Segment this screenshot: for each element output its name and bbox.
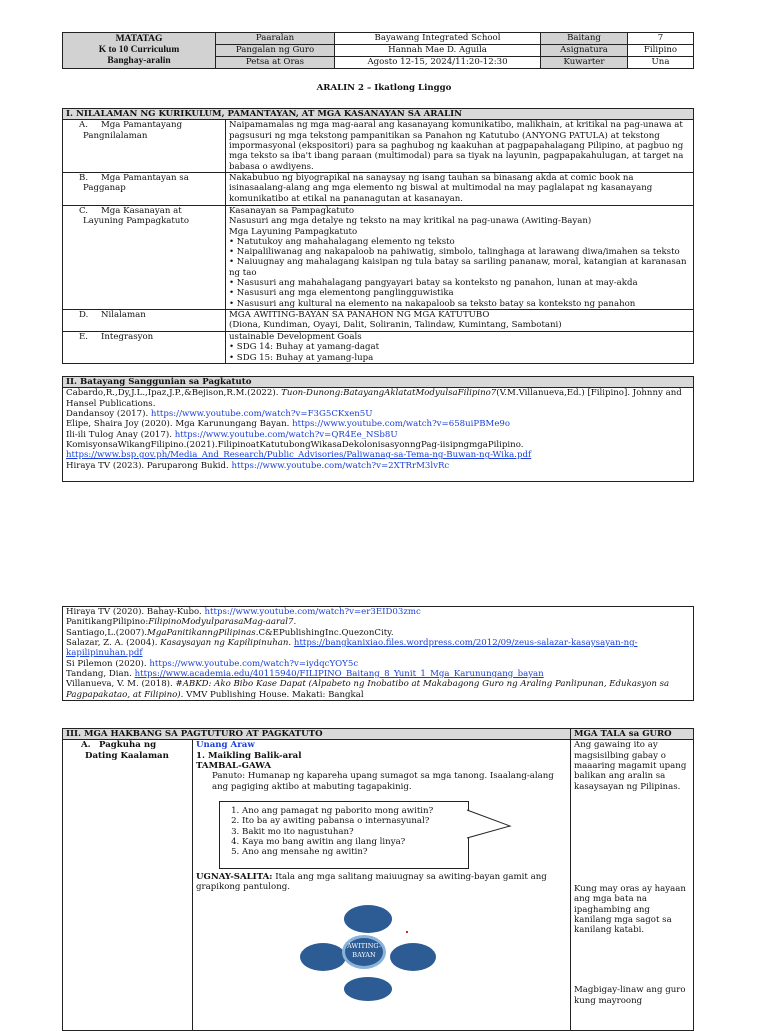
row-label: D. Nilalaman	[63, 310, 226, 332]
references-table-continued	[62, 606, 694, 701]
reference-item: KomisyonsaWikangFilipino.(2021).FilipinoatKatutubongWikasaDekolonisasyonngPag-iisipngmgaPilipino.	[66, 439, 524, 450]
section-title: III. MGA HAKBANG SA PAGTUTURO AT PAGKATUTO	[63, 729, 571, 740]
content-line: ustainable Development Goals	[229, 332, 362, 342]
header-label: Kuwarter	[541, 57, 628, 69]
teacher-note: Kung may oras ay hayaan ang mga bata na ipaghambing ang kanilang mga sagot sa kanilang katabi.	[574, 883, 686, 936]
content-line: • Nasusuri ang kultural na elemento na nakapaloob sa teksto batay sa konteksto ng panahon	[229, 298, 636, 309]
questions-list	[220, 806, 468, 858]
reference-link[interactable]: https://www.academia.edu/40115940/FILIPINO_Baitang_8_Yunit_1_Mga_Karunungang_bayan	[134, 668, 544, 679]
row-content	[226, 310, 694, 332]
step-title: 1. Maikling Balik-aral	[196, 750, 302, 761]
question-item: 5. Ano ang mensahe ng awitin?	[242, 847, 468, 857]
row-content	[226, 332, 694, 364]
header-title-line: K to 10 Curriculum	[98, 45, 180, 56]
reference-link[interactable]: https://www.youtube.com/watch?v=er3EID03zmc	[204, 607, 421, 617]
row-label: B. Mga Pamantayan sa Pagganap	[63, 172, 226, 205]
organizer-center: AWITING-BAYAN	[342, 935, 386, 969]
header-label: Paaralan	[216, 33, 335, 45]
graphic-organizer	[292, 905, 442, 1001]
content-line: Mga Layuning Pampagkatuto	[229, 226, 358, 237]
reference-link[interactable]: https://www.youtube.com/watch?v=2XTRrM3lvRc	[231, 460, 450, 471]
reference-link[interactable]: https://www.youtube.com/watch?v=658uiPBMe9o	[292, 419, 511, 430]
reference-link[interactable]: https://www.youtube.com/watch?v=F3G5CKxen5U	[150, 408, 373, 419]
bubble-tail	[466, 808, 512, 844]
question-item: 3. Bakit mo ito nagustuhan?	[242, 827, 468, 837]
header-label: Petsa at Oras	[216, 57, 335, 69]
question-item: 4. Kaya mo bang awitin ang ilang linya?	[242, 837, 468, 847]
reference-item: Hiraya TV (2020). Bahay-Kubo. https://www.youtube.com/watch?v=er3EID03zmc	[66, 607, 421, 617]
header-label: Baitang	[541, 33, 628, 45]
teacher-note: Ang gawaing ito ay magsisilbing gabay o maaaring magamit upang balikan ang aralin sa kasaysayan ng Pilipinas.	[574, 740, 687, 792]
content-line: • Nasusuri ang mga elementong panglingguwistika	[229, 288, 454, 299]
header-table	[62, 32, 694, 69]
content-line: • Naiuugnay ang mahalagang kaisipan ng tula batay sa sariling pananaw, moral, katangian at karanasan ng tao	[229, 257, 687, 278]
content-line: • Naipaliliwanag ang nakapaloob na pahiwatig, simbolo, talinghaga at larawang diwa/imahen sa teksto	[229, 247, 680, 258]
header-value: Bayawang Integrated School	[335, 33, 541, 45]
organizer-bubble-bottom	[344, 977, 392, 1001]
references-table	[62, 376, 694, 482]
section-title: I. NILALAMAN NG KURIKULUM, PAMANTAYAN, AT MGA KASANAYAN SA ARALIN	[63, 109, 694, 120]
aralin-title: ARALIN 2 – Ikatlong Linggo	[316, 83, 452, 93]
question-item: 2. Ito ba ay awiting pabansa o internasyunal?	[242, 816, 468, 826]
header-value: Hannah Mae D. Aguila	[335, 45, 541, 57]
notes-title: MGA TALA sa GURO	[571, 729, 694, 740]
header-title-line: Banghay-aralin	[107, 55, 171, 66]
content-line: • SDG 14: Buhay at yamang-dagat	[229, 342, 380, 353]
header-value: Agosto 12-15, 2024/11:20-12:30	[335, 57, 541, 69]
reference-item: Tandang, Dian. https://www.academia.edu/40115940/FILIPINO_Baitang_8_Yunit_1_Mga_Karunungang_bayan	[66, 668, 544, 679]
reference-item: Villanueva, V. M. (2018). #ABKD: Ako Bibo Kase Dapat (Alpabeto ng Inobatibo at Makabagong Guro ng Araling Panlipunan, Edukasyon sa Pagpapakatao, at Filipino). VMV Publishing House. Makati: Bangkal	[66, 679, 670, 700]
content-line: Nasusuri ang mga detalye ng teksto na may kritikal na pag-unawa (Awiting-Bayan)	[229, 216, 592, 227]
content-line: Kasanayan sa Pampagkatuto	[229, 205, 354, 216]
row-label: E. Integrasyon	[63, 332, 226, 364]
notes-cell	[571, 740, 694, 1031]
content-line: • SDG 15: Buhay at yamang-lupa	[229, 352, 374, 363]
reference-link[interactable]: https://bangkanixiao.files.wordpress.com/2012/09/zeus-salazar-kasaysayan-ng-kapilipinuhan.pdf	[66, 637, 638, 659]
content-line: MGA AWITING-BAYAN SA PANAHON NG MGA KATUTUBO	[229, 310, 490, 320]
curriculum-table	[62, 108, 694, 364]
header-label: Asignatura	[541, 45, 628, 57]
row-content: Naipamamalas ng mga mag-aaral ang kasanayang komunikatibo, malikhain, at kritikal na pag-unawa at pagsusuri ng mga tekstong pampanitikan sa Panahon ng Katutubo (ANYONG PATULA) at tekstong impormasyonal (ekspositori) para sa paghubog ng kaakuhan at pagpapahalagang Pilipino, at pagbuo ng mga teksto sa iba't ibang paraan (multimodal) para sa tiyak na layunin, pagpapakahulugan, at target na babasa o awdiyens.	[226, 120, 694, 173]
section-title: II. Batayang Sanggunian sa Pagkatuto	[63, 377, 694, 388]
header-value: Filipino	[628, 45, 694, 57]
reference-item: Salazar, Z. A. (2004). Kasaysayan ng Kapilipinuhan. https://bangkanixiao.files.wordpress.com/2012/09/zeus-salazar-kasaysayan-ng-kapilipinuhan.pdf	[66, 637, 638, 659]
reference-item: Si Pilemon (2020). https://www.youtube.com/watch?v=iydqcYOY5c	[66, 658, 359, 669]
organizer-bubble-right	[390, 943, 436, 971]
reference-item: Elipe, Shaira Joy (2020). Mga Karunungang Bayan. https://www.youtube.com/watch?v=658uiPBMe9o	[66, 419, 511, 430]
red-dot	[406, 931, 408, 933]
reference-item: Ili-ili Tulog Anay (2017). https://www.youtube.com/watch?v=QR4Ee_NSb8U	[66, 429, 398, 440]
reference-link[interactable]: https://www.bsp.gov.ph/Media_And_Research/Public_Advisories/Paliwanag-sa-Tema-ng-Buwan-ng-Wika.pdf	[66, 450, 532, 461]
ugnay-text: UGNAY-SALITA: Itala ang mga salitang maiuugnay sa awiting-bayan gamit ang grapikong pantulong.	[196, 871, 547, 893]
references-cell	[63, 388, 694, 482]
header-label: Pangalan ng Guro	[216, 45, 335, 57]
row-content	[226, 205, 694, 309]
question-item: 1. Ano ang pamagat ng paborito mong awitin?	[242, 806, 468, 816]
organizer-bubble-top	[344, 905, 392, 933]
row-content: Nakabubuo ng biyograpikal na sanaysay ng isang tauhan sa binasang akda at comic book na isinasaalang-alang ang mga elemento ng biswal at multimodal na may paglalapat ng kasanayang komunikatibo at etikal na pananagutan at kasanayan.	[226, 172, 694, 205]
content-line: • Natutukoy ang mahahalagang elemento ng teksto	[229, 236, 455, 247]
procedure-label: A. Pagkuha ng Dating Kaalaman	[63, 740, 193, 1031]
reference-item: Hiraya TV (2023). Paruparong Bukid. https://www.youtube.com/watch?v=2XTRrM3lvRc	[66, 460, 450, 471]
reference-item: PanitikangPilipino:FilipinoModyulparasaMag-aaral7.	[66, 617, 297, 628]
header-title-line: MATATAG	[115, 34, 163, 45]
header-value: 7	[628, 33, 694, 45]
references-cell	[63, 607, 694, 701]
reference-link[interactable]: https://www.youtube.com/watch?v=iydqcYOY5c	[149, 658, 359, 669]
header-title-cell	[63, 33, 216, 69]
reference-item	[66, 450, 690, 460]
day-label: Unang Araw	[196, 740, 255, 751]
row-label: C. Mga Kasanayan at Layuning Pampagkatuto	[63, 205, 226, 309]
reference-item: Cabardo,R.,Dy,J.L.,Ipaz,J.P.,&Bejison,R.M.(2022). Tuon-Dunong:BatayangAklatatModyulsaFilipino7(V.M.Villanueva,Ed.) [Filipino]. Johnny and Hansel Publications.	[66, 388, 682, 409]
row-label: A. Mga Pamantayang Pangnilalaman	[63, 120, 226, 173]
teacher-note: Magbigay-linaw ang guro kung mayroong	[574, 985, 686, 1006]
header-value: Una	[628, 57, 694, 69]
panuto-text: Panuto: Humanap ng kapareha upang sumagot sa mga tanong. Isaalang-alang ang pagiging aktibo at mabuting tagapakinig.	[212, 771, 554, 792]
organizer-bubble-left	[300, 943, 346, 971]
content-line: (Diona, Kundiman, Oyayi, Dalit, Soliranin, Talindaw, Kumintang, Sambotani)	[229, 320, 562, 331]
activity-title: TAMBAL-GAWA	[196, 760, 271, 771]
reference-item: Dandansoy (2017). https://www.youtube.com/watch?v=F3G5CKxen5U	[66, 408, 373, 419]
content-line: • Nasusuri ang mahahalagang pangyayari batay sa konteksto ng panahon, lunan at may-akda	[229, 278, 638, 289]
questions-bubble	[219, 801, 469, 869]
reference-link[interactable]: https://www.youtube.com/watch?v=QR4Ee_NSb8U	[174, 429, 398, 440]
reference-item: Santiago,L.(2007).MgaPanitikanngPilipinas.C&EPublishingInc.QuezonCity.	[66, 627, 394, 638]
